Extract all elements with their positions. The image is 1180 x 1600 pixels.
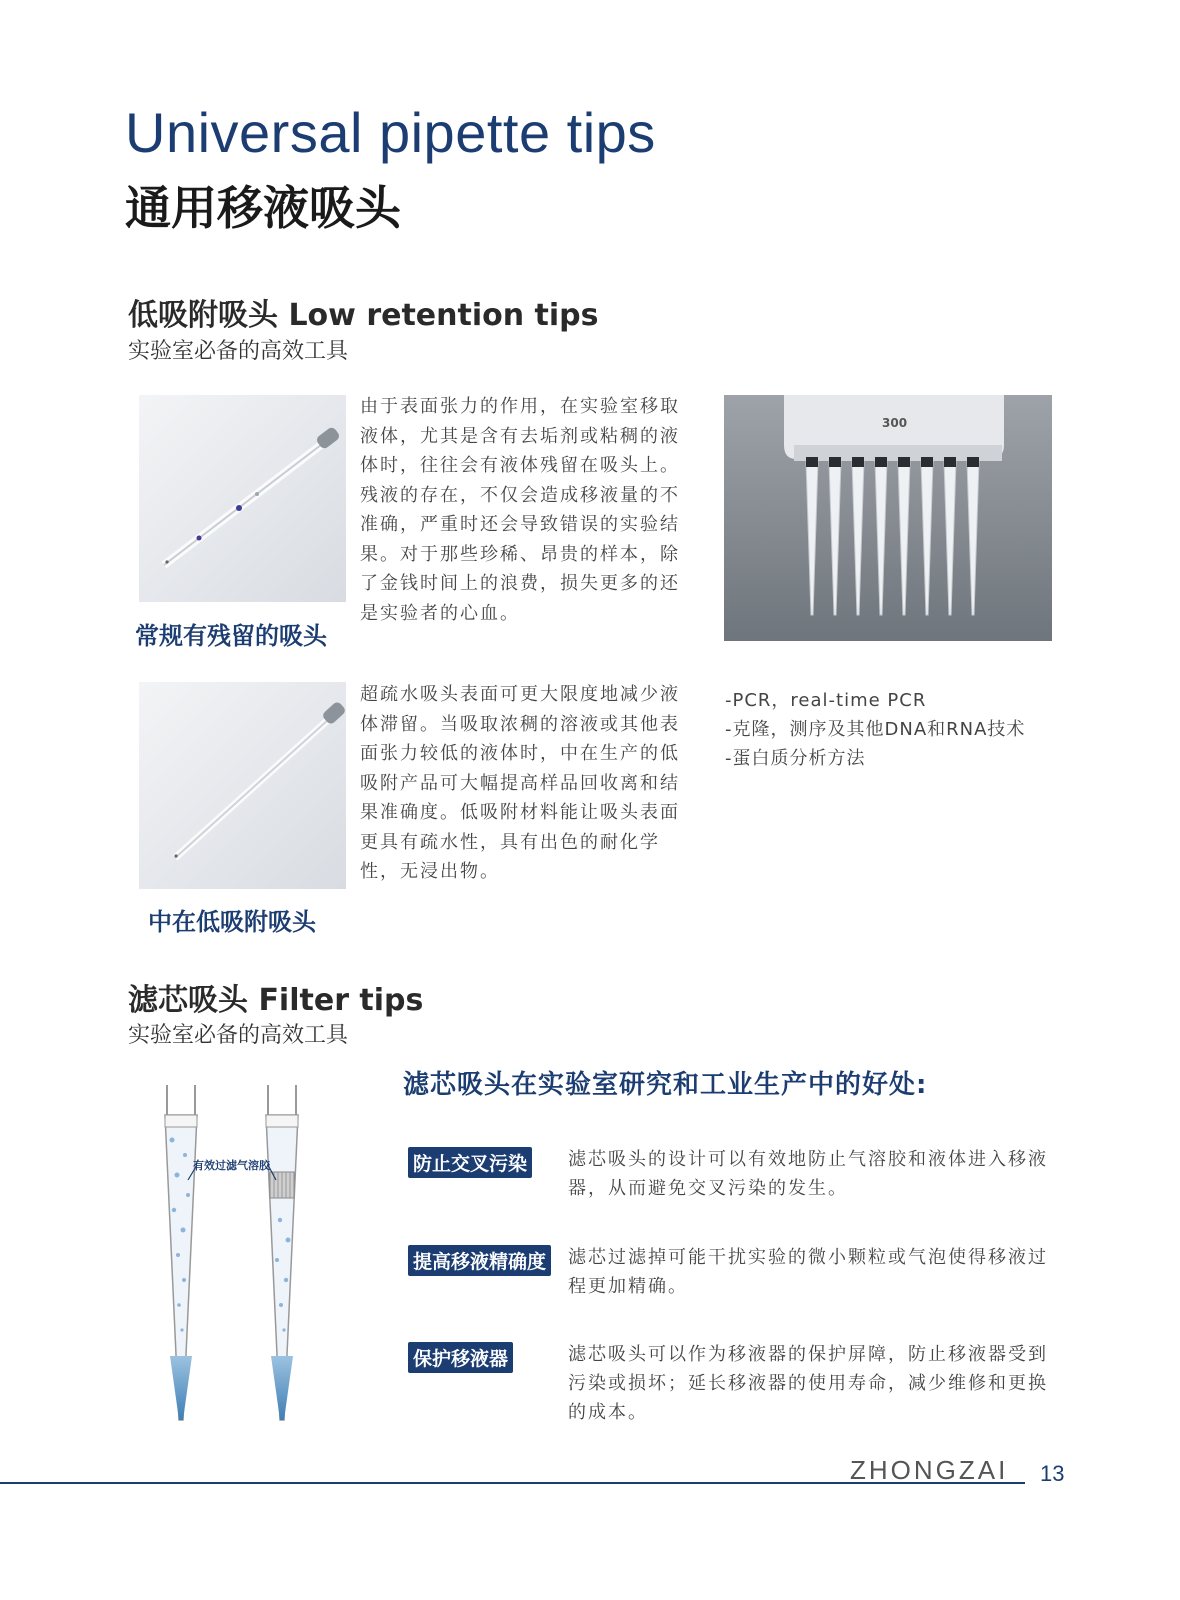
benefit-label-accuracy: 提高移液精确度 [408,1245,551,1276]
low-retention-tip-photo [139,682,346,889]
pipette-nozzle-shape [875,457,887,467]
low-retention-paragraph-1: 由于表面张力的作用，在实验室移取液体，尤其是含有去垢剂或粘稠的液体时，往往会有液体残留在吸头上。残液的存在，不仅会造成移液量的不准确，严重时还会导致错误的实验结果。对于那些珍稀、昂贵的样本，除了金钱时间上的浪费，损失更多的还是实验者的心血。 [360,396,680,624]
pipette-tip-shape [852,461,864,615]
pipette-tip-shape [875,461,887,615]
page-number: 13 [1040,1461,1065,1486]
filter-tips-subtitle: 实验室必备的高效工具 [128,1023,349,1048]
application-item: -蛋白质分析方法 [725,748,866,769]
pipette-nozzle-shape [898,457,910,467]
pipette-nozzle-shape [967,457,979,467]
pipette-tip-shape [829,461,841,615]
pipette-nozzle-shape [806,457,818,467]
pipette-tip-shape [921,461,933,615]
pipette-nozzle-shape [944,457,956,467]
benefits-heading: 滤芯吸头在实验室研究和工业生产中的好处: [403,1070,928,1100]
benefit-text-accuracy: 滤芯过滤掉可能干扰实验的微小颗粒或气泡使得移液过程更加精确。 [568,1247,1048,1297]
benefit-label-cross-contamination: 防止交叉污染 [408,1147,532,1178]
brand-logo-text: ZHONGZAI [850,1455,1009,1485]
pipette-tip-shape [944,461,956,615]
low-retention-subtitle: 实验室必备的高效工具 [128,339,349,364]
pipette-tip-shape [898,461,910,615]
applications-list [725,686,1025,773]
low-retention-title: 低吸附吸头 Low retention tips [128,298,599,333]
page-title-zh: 通用移液吸头 [125,181,401,235]
multichannel-pipette-photo [724,395,1052,641]
benefit-text-protection: 滤芯吸头可以作为移液器的保护屏障，防止移液器受到污染或损坏；延长移液器的使用寿命，减少维修和更换的成本。 [568,1344,1048,1423]
aerosol-filter-label: 有效过滤气溶胶 [193,1159,270,1172]
pipette-nozzle-shape [852,457,864,467]
application-item: -克隆，测序及其他DNA和RNA技术 [725,719,1026,740]
residue-tip-photo [139,395,346,602]
pipette-nozzle-shape [921,457,933,467]
filter-tip-diagram [150,1080,320,1425]
page-title-en: Universal pipette tips [125,101,656,164]
filter-tips-title: 滤芯吸头 Filter tips [128,983,424,1018]
pipette-tip-shape [967,461,979,615]
application-item: -PCR，real-time PCR [725,690,927,711]
benefit-label-protection: 保护移液器 [408,1342,513,1373]
benefit-text-cross-contamination: 滤芯吸头的设计可以有效地防止气溶胶和液体进入移液器，从而避免交叉污染的发生。 [568,1149,1048,1199]
low-retention-paragraph-2: 超疏水吸头表面可更大限度地减少液体滞留。当吸取浓稠的溶液或其他表面张力较低的液体时，中在生产的低吸附产品可大幅提高样品回收离和结果准确度。低吸附材料能让吸头表面更具有疏水性，具有出色的耐化学性，无浸出物。 [360,684,680,882]
pipette-tip-shape [806,461,818,615]
low-retention-tip-caption: 中在低吸附吸头 [148,908,316,936]
pipette-volume-label: 300 [882,416,908,430]
residue-tip-caption: 常规有残留的吸头 [135,622,327,650]
pipette-nozzle-shape [829,457,841,467]
